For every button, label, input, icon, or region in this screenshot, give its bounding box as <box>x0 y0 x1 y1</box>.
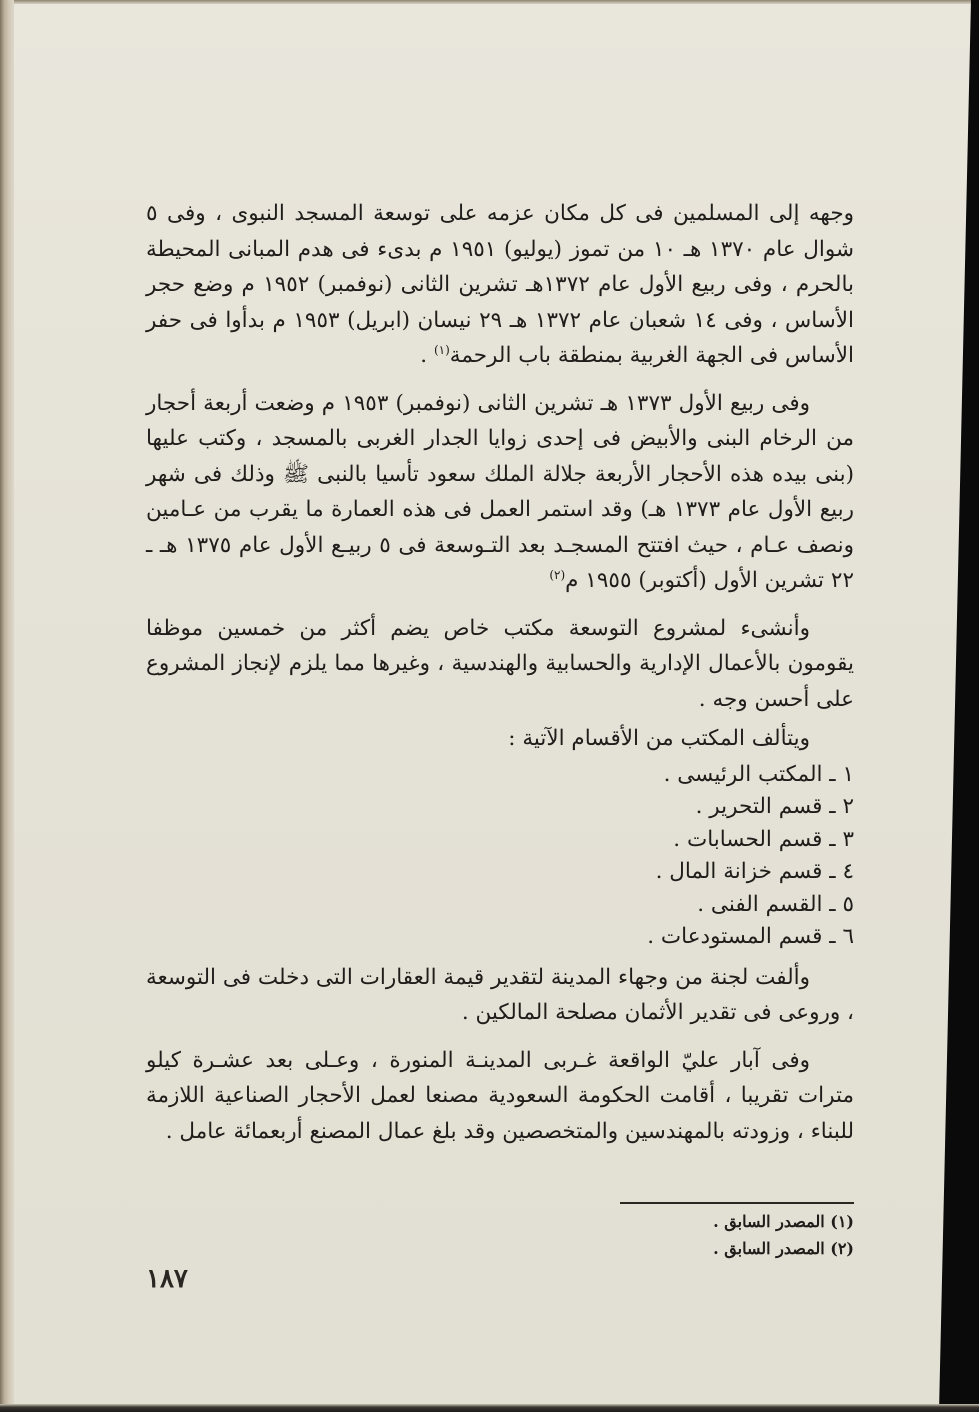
list-item: ٦ ـ قسم المستودعات . <box>647 924 854 949</box>
list-item: ١ ـ المكتب الرئيسى . <box>663 761 854 787</box>
page-top-edge <box>0 0 979 4</box>
list-item: ٥ ـ القسم الفنى . <box>697 891 854 917</box>
paragraph-1 <box>146 196 854 374</box>
scan-shadow-edge <box>939 0 979 1412</box>
footnote-1: (١) المصدر السابق . <box>713 1212 854 1231</box>
paragraph-2 <box>146 386 854 599</box>
list-item: ٢ ـ قسم التحرير . <box>695 794 854 819</box>
paragraph-6: وفى آبار عليّ الواقعة غـربى المدينـة المنورة ، وعـلى بعد عشـرة كيلو مترات تقريبا ، أقامت الحكومة السعودية مصنعا لعمل الأحجار الصناعية اللازمة للبناء ، وزودته بالمهندسين والمتخصصين وقد بلغ عمال المصنع أربعمائة عامل . <box>146 1047 854 1144</box>
paragraph-4: ويتألف المكتب من الأقسام الآتية : <box>508 726 810 751</box>
paragraph-5: وألفت لجنة من وجهاء المدينة لتقدير قيمة العقارات التى دخلت فى التوسعة ، وروعى فى تقدير الأثمان مصلحة المالكين . <box>146 964 854 1025</box>
list-item: ٤ ـ قسم خزانة المال . <box>655 859 854 884</box>
footnote-ref-1: (١) <box>433 342 450 357</box>
footnote-divider <box>620 1202 854 1204</box>
paragraph-1-text: وجهه إلى المسلمين فى كل مكان عزمه على توسعة المسجد النبوى ، وفى ٥ شوال عام ١٣٧٠ هـ ١٠ من تموز (يوليو) ١٩٥١ م بدىء فى هدم المبانى المحيطة بالحرم ، وفى ربيع الأول عام ١٣٧٢هـ تشرين الثانى (نوفمبر) ١٩٥٢ م وضع حجر الأساس ، وفى ١٤ شعبان عام ١٣٧٢ هـ ٢٩ نيسان (ابريل) ١٩٥٣ م بدأوا فى حفر الأساس فى الجهة الغربية بمنطقة باب الرحمة <box>146 201 855 368</box>
paragraph-3: وأنشىء لمشروع التوسعة مكتب خاص يضم أكثر من خمسين موظفا يقومون بالأعمال الإدارية والحسابية والهندسية ، وغيرها مما يلزم لإنجاز المشروع على أحسن وجه . <box>146 615 854 712</box>
page-bottom-edge <box>0 1404 979 1412</box>
paragraph-1-end: . <box>420 343 434 368</box>
body-text <box>146 196 854 1149</box>
footnotes <box>560 1208 854 1262</box>
footnote-2: (٢) المصدر السابق . <box>713 1239 854 1258</box>
paragraph-2-text: وفى ربيع الأول ١٣٧٣ هـ تشرين الثانى (نوفمبر) ١٩٥٣ م وضعت أربعة أحجار من الرخام البنى والأبيض فى إحدى زوايا الجدار الغربى بالمسجد ، وكتب عليها (بنى بيده هذه الأحجار الأربعة جلالة الملك سعود تأسيا بالنبى ﷺ وذلك فى شهر ربيع الأول عام ١٣٧٣ هـ) وقد استمر العمل فى هذه العمارة ما يقرب من عـامين ونصف عـام ، حيث افتتح المسجـد بعد التـوسعة فى ٥ ربيـع الأول عام ١٣٧٥ هـ ـ ٢٢ تشرين الأول (أكتوبر) ١٩٥٥ م <box>146 390 854 593</box>
list-item: ٣ ـ قسم الحسابات . <box>673 826 854 852</box>
page-number: ١٨٧ <box>146 1264 188 1294</box>
footnote-ref-2: (٢) <box>549 567 566 582</box>
sections-list <box>146 759 854 954</box>
page-binding-edge <box>0 0 14 1412</box>
